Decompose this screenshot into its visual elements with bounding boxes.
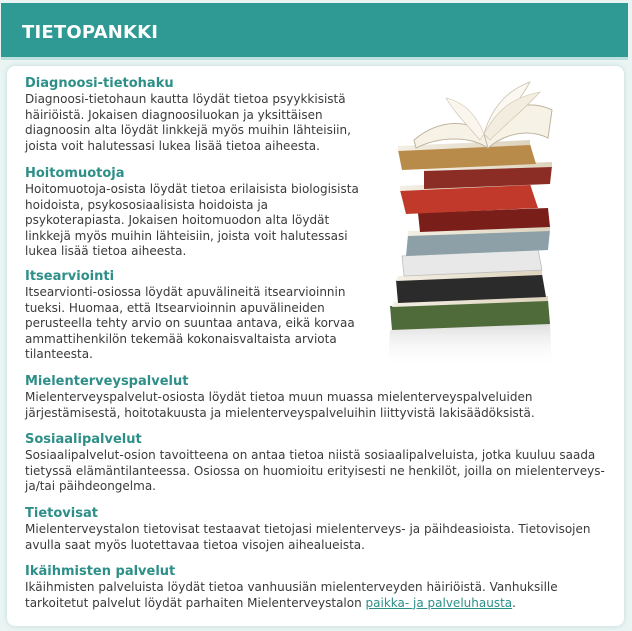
section-diagnoosi-tietohaku [25, 75, 370, 154]
paikka-ja-palveluhaku-link[interactable]: paikka- ja palveluhausta [365, 595, 513, 610]
header-bar [1, 3, 628, 60]
section-heading[interactable]: Ikäihmisten palvelut [25, 564, 176, 579]
section-text: Diagnoosi-tietohaun kautta löydät tietoa psyykkisistä häiriöistä. Jokaisen diagnoosiluokan ja yksittäisen diagnoosin alta löydät linkkejä myös muihin lähteisiin, joista voit halutessasi lukea lisää tietoa aiheesta. [25, 92, 351, 153]
section-sosiaalipalvelut [25, 431, 610, 495]
section-text-after: . [512, 595, 516, 610]
section-heading[interactable]: Mielenterveyspalvelut [25, 374, 189, 389]
section-text-before: Ikäihmisten palveluista löydät tietoa vanhuusiän mielenterveyden häiriöistä. Vanhuksille tarkoitetut palvelut löydät parhaiten Mielenterveystalon [25, 580, 558, 610]
section-tietovisat [25, 505, 610, 553]
section-mielenterveyspalvelut [25, 373, 610, 421]
page-title: TIETOPANKKI [22, 22, 159, 43]
section-heading[interactable]: Tietovisat [25, 506, 98, 521]
section-text: Mielenterveystalon tietovisat testaavat tietojasi mielenterveys- ja päihdeasioista. Tietovisojen avulla saat myös luotettavaa tietoa visojen aihealueista. [25, 522, 591, 552]
section-heading[interactable]: Sosiaalipalvelut [25, 432, 142, 447]
section-heading[interactable]: Hoitomuotoja [25, 166, 125, 181]
section-itsearviointi [25, 268, 370, 363]
section-text: Mielenterveyspalvelut-osiosta löydät tietoa muun muassa mielenterveyspalveluiden järjestämisestä, hoitotakuusta ja mielenterveyspalveluihin liittyvistä lakisäädöksistä. [25, 390, 535, 420]
section-hoitomuotoja [25, 165, 370, 260]
section-text: Sosiaalipalvelut-osion tavoitteena on antaa tietoa niistä sosiaalipalveluista, jotka kuuluu saada tietyssä elämäntilanteessa. Osiossa on huomioitu erityisesti ne henkilöt, joilla on mielenterveys- ja/tai päihdeongelma. [25, 448, 605, 494]
section-text: Itsearvionti-osiossa löydät apuvälineitä itsearvioinnin tueksi. Huomaa, että Itsearvioinnin apuvälineiden perusteella tehty arvio on suuntaa antava, eikä korvaa ammattihenkilön tekemää kokonaisvaltaista arviota tilanteesta. [25, 285, 355, 362]
section-heading[interactable]: Itsearviointi [25, 269, 115, 284]
book-stack-image [380, 78, 560, 370]
section-text [25, 580, 610, 611]
section-ikaihmisten-palvelut [25, 563, 610, 611]
section-heading[interactable]: Diagnoosi-tietohaku [25, 76, 174, 91]
section-text: Hoitomuotoja-osista löydät tietoa erilaisista biologisista hoidoista, psykososiaalisista hoidoista ja psykoterapiasta. Jokaisen hoitomuodon alta löydät linkkejä myös muihin lähteisiin, joista voit halutessasi lukea lisää tietoa aiheesta. [25, 182, 359, 259]
